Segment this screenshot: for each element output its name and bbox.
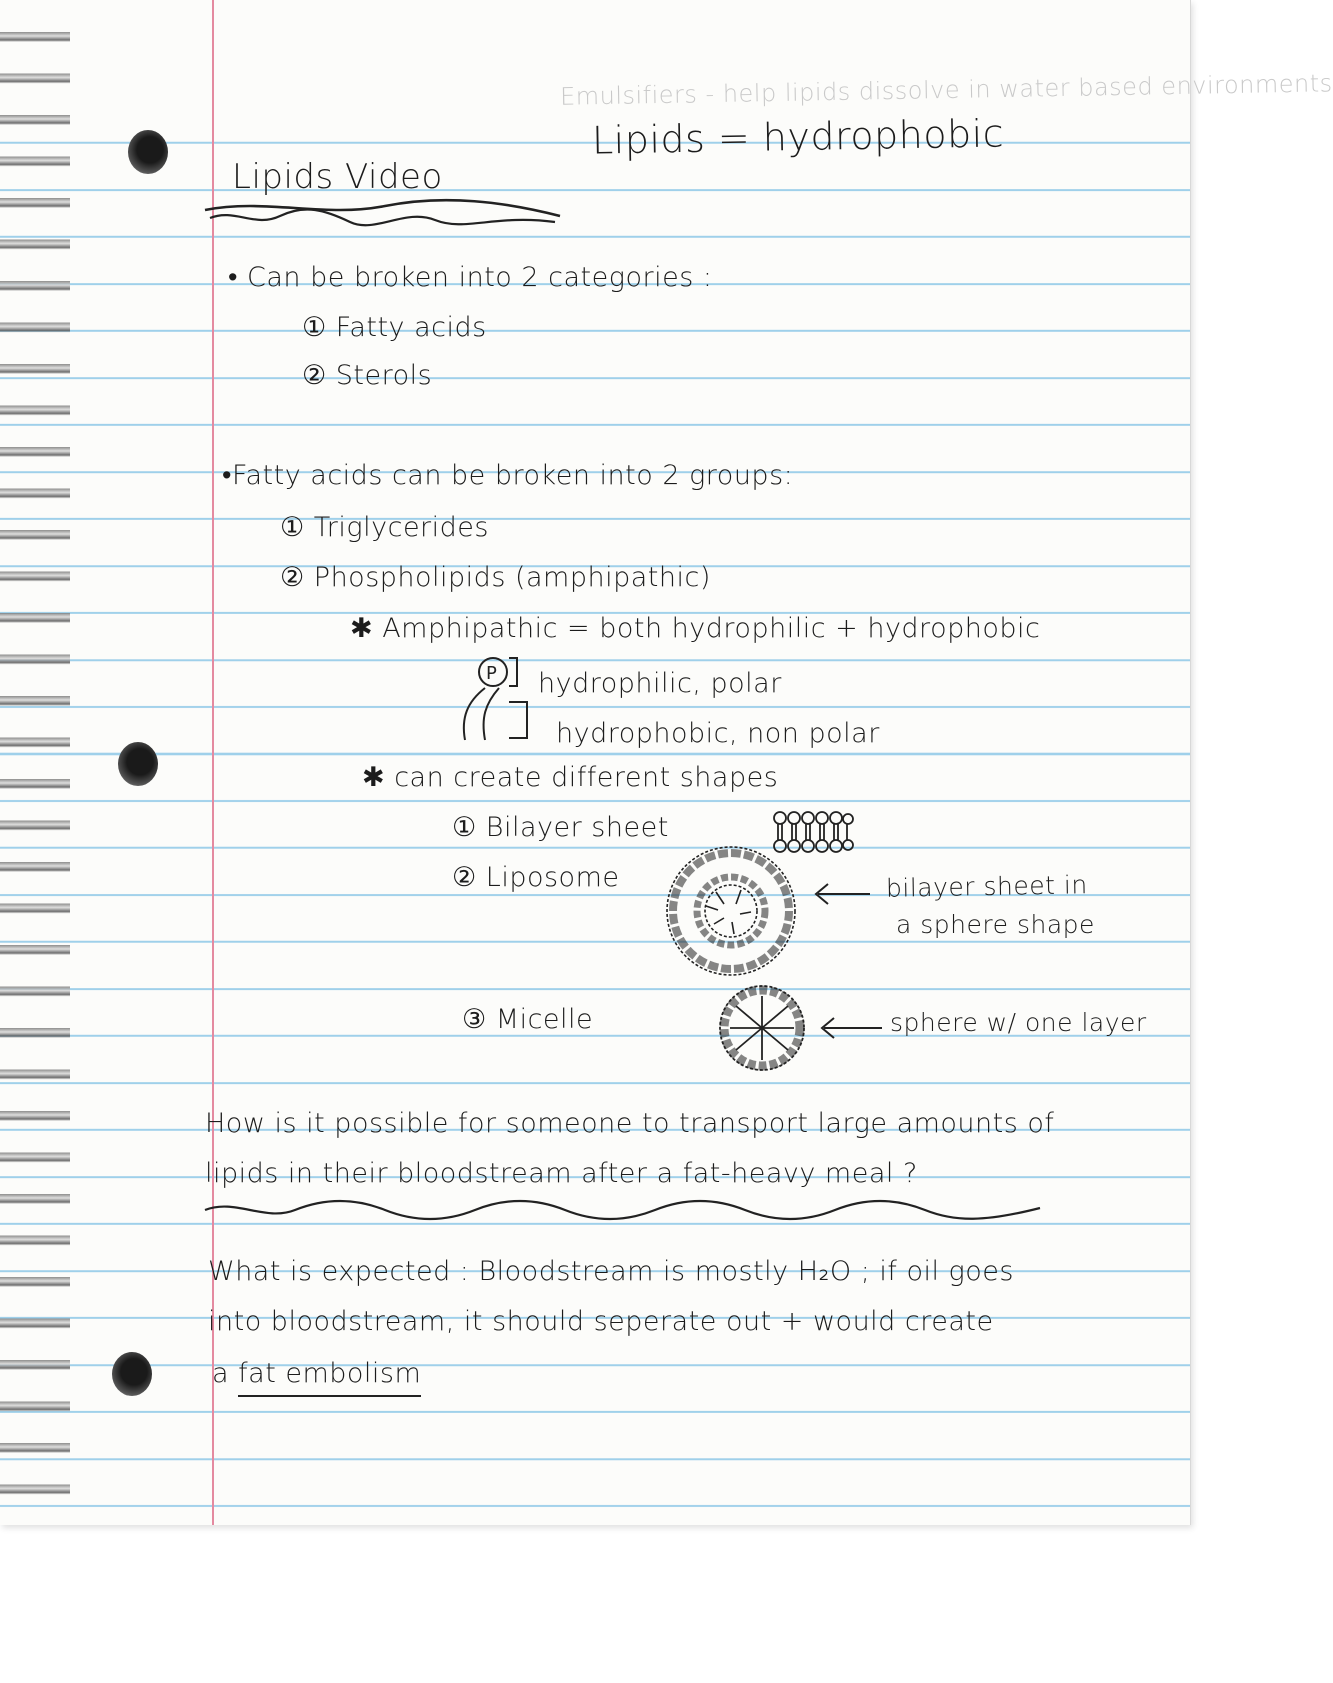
punch-hole-bottom (112, 1352, 152, 1396)
liposome-arrow (812, 882, 872, 906)
liposome-note-line2: a sphere shape (896, 910, 1095, 939)
micelle-arrow (818, 1016, 884, 1040)
expected-line-3-prefix: a (212, 1358, 230, 1389)
hydrophobic-tail-label: hydrophobic, non polar (556, 718, 880, 749)
shape-micelle: ③ Micelle (462, 1004, 594, 1035)
shapes-intro: ✱ can create different shapes (362, 762, 779, 793)
expected-line-3 (212, 1360, 421, 1387)
punch-hole-middle (118, 742, 158, 786)
title-scribble-underline (205, 196, 565, 230)
question-wavy-underline (205, 1194, 1045, 1224)
header-note: Lipids = hydrophobic (591, 111, 1005, 163)
expected-line-1: What is expected : Bloodstream is mostly H₂O ; if oil goes (208, 1256, 1014, 1287)
category-fatty-acids: ① Fatty acids (302, 312, 487, 343)
punch-hole-top (128, 130, 168, 174)
categories-intro: • Can be broken into 2 categories : (228, 262, 713, 293)
liposome-drawing (656, 842, 806, 980)
phospholipid-head-label: P (486, 663, 497, 684)
top-margin (0, 0, 1190, 138)
question-line-1: How is it possible for someone to transport large amounts of (205, 1108, 1055, 1139)
bleed-through-text: Emulsifiers - help lipids dissolve in water based environments (559, 69, 1333, 111)
amphipathic-definition: ✱ Amphipathic = both hydrophilic + hydrophobic (350, 613, 1041, 644)
shape-liposome: ② Liposome (452, 862, 620, 893)
group-phospholipids: ② Phospholipids (amphipathic) (280, 562, 711, 593)
groups-intro: •Fatty acids can be broken into 2 groups: (222, 460, 794, 491)
expected-line-2: into bloodstream, it should seperate out + would create (208, 1306, 994, 1337)
question-line-2: lipids in their bloodstream after a fat-heavy meal ? (205, 1158, 918, 1189)
fat-embolism-term: fat embolism (238, 1358, 421, 1397)
category-sterols: ② Sterols (302, 360, 433, 391)
group-triglycerides: ① Triglycerides (280, 512, 489, 543)
micelle-note: sphere w/ one layer (890, 1008, 1147, 1037)
spiral-binding (0, 20, 70, 1500)
micelle-drawing (712, 984, 812, 1072)
page-title: Lipids Video (232, 157, 443, 197)
liposome-note-line1: bilayer sheet in (885, 870, 1088, 903)
shape-bilayer-sheet: ① Bilayer sheet (452, 812, 669, 843)
hydrophilic-head-label: hydrophilic, polar (538, 668, 782, 699)
